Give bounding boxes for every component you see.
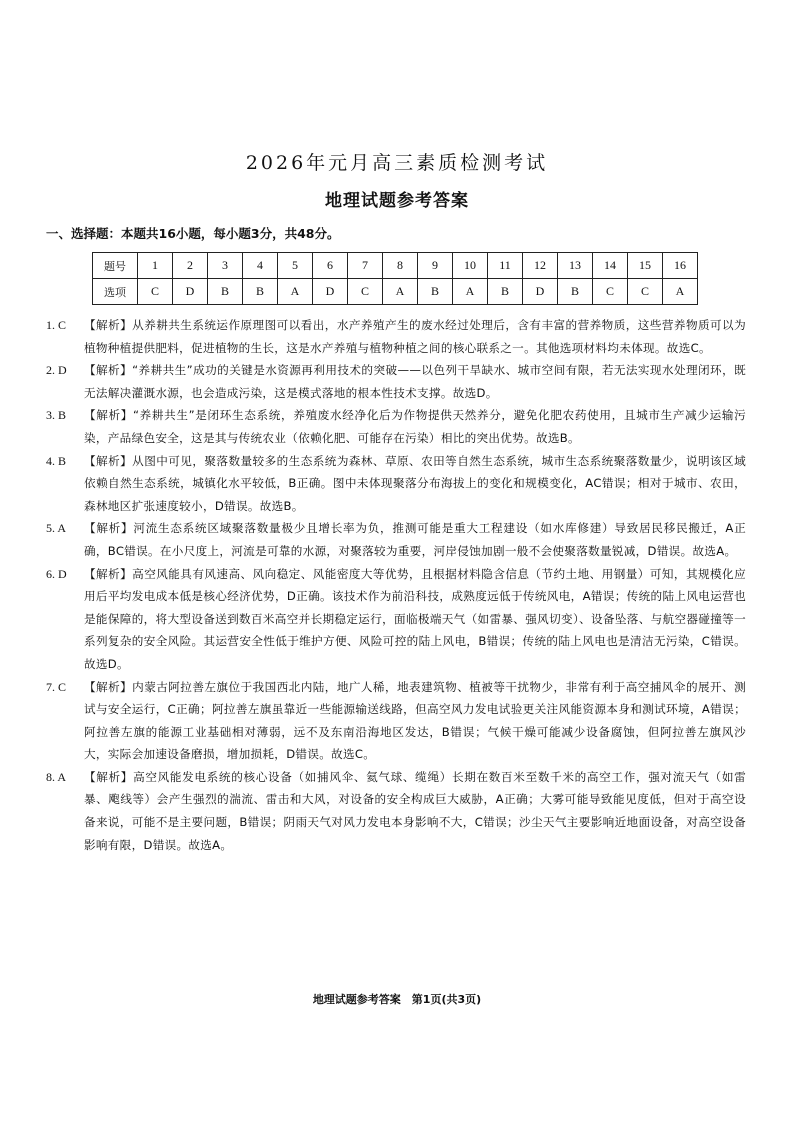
question-number: 12	[523, 253, 558, 279]
explanation-text: 【解析】河流生态系统区域聚落数量极少且增长率为负，推测可能是重大工程建设（如水库修建）导致居民移民搬迁，A正确，BC错误。在小尺度上，河流是可靠的水源，对聚落较为重要，河岸侵蚀加剧一般不会使聚落数量锐减，D错误。故选A。	[84, 521, 746, 558]
explanation-text: 【解析】从养耕共生系统运作原理图可以看出，水产养殖产生的废水经过处理后，含有丰富的营养物质，这些营养物质可以为植物种植提供肥料，促进植物的生长，这是水产养殖与植物种植之间的核心联系之一。其他选项材料均未体现。故选C。	[84, 318, 746, 355]
question-answer-label: 3. B	[46, 408, 67, 423]
question-number-row	[93, 253, 698, 279]
explanation-item	[46, 314, 746, 359]
question-answer-label: 8. A	[46, 769, 67, 784]
question-number: 1	[138, 253, 173, 279]
question-answer-label: 7. C	[46, 679, 67, 694]
explanation-text: 【解析】“养耕共生”是闭环生态系统，养殖废水经净化后为作物提供天然养分，避免化肥农药使用，且城市生产减少运输污染，产品绿色安全，这是其与传统农业（依赖化肥、可能存在污染）相比的突出优势。故选B。	[84, 408, 746, 445]
answer-choice: A	[453, 279, 488, 305]
question-number: 4	[243, 253, 278, 279]
explanation-text: 【解析】“养耕共生”成功的关键是水资源再利用技术的突破——以色列干旱缺水、城市空间有限，若无法实现水处理闭环，既无法解决灌溉水源，也会造成污染，这是模式落地的根本性技术支撑。故选D。	[84, 363, 746, 400]
question-answer-label: 1. C	[46, 318, 67, 332]
question-number: 2	[173, 253, 208, 279]
answer-choice: B	[418, 279, 453, 305]
question-number: 5	[278, 253, 313, 279]
answer-choice: B	[208, 279, 243, 305]
answer-choice: D	[173, 279, 208, 305]
answer-choice: A	[278, 279, 313, 305]
answer-choice: D	[523, 279, 558, 305]
row-label: 题号	[93, 253, 138, 279]
explanation-item	[46, 404, 746, 449]
explanation-item	[46, 766, 746, 856]
answer-choice: C	[348, 279, 383, 305]
explanation-item	[46, 359, 746, 404]
question-answer-label: 2. D	[46, 363, 67, 378]
page-footer: 地理试题参考答案 第1页(共3页)	[312, 993, 482, 1006]
explanation-text: 【解析】从图中可见，聚落数量较多的生态系统为森林、草原、农田等自然生态系统，城市生态系统聚落数量少，说明该区域依赖自然生态系统，城镇化水平较低，B正确。图中未体现聚落分布海拔上的变化和规模变化，AC错误；相对于城市、农田，森林地区扩张速度较小，D错误。故选B。	[84, 453, 746, 513]
explanation-item	[46, 450, 746, 518]
answer-choice: D	[313, 279, 348, 305]
answer-choice: B	[488, 279, 523, 305]
question-number: 16	[663, 253, 698, 279]
question-answer-label: 6. D	[46, 566, 67, 581]
document-subtitle: 地理试题参考答案	[325, 191, 469, 211]
explanation-item	[46, 563, 746, 676]
row-label: 选项	[93, 279, 138, 305]
answer-choice: B	[558, 279, 593, 305]
explanation-text: 【解析】内蒙古阿拉善左旗位于我国西北内陆，地广人稀，地表建筑物、植被等干扰物少，非常有利于高空捕风伞的展开、测试与安全运行，C正确；阿拉善左旗虽靠近一些能源输送线路，但高空风力发电试验更关注风能资源本身和测试环境，A错误；阿拉善左旗的能源工业基础相对薄弱，远不及东南沿海地区发达，B错误；气候干燥可能减少设备腐蚀，但阿拉善左旗风沙大，实际会加速设备磨损，增加损耗，D错误。故选C。	[84, 679, 746, 762]
answer-row	[93, 279, 698, 305]
answer-choice: C	[628, 279, 663, 305]
question-number: 3	[208, 253, 243, 279]
answer-table	[92, 252, 698, 305]
question-number: 9	[418, 253, 453, 279]
question-answer-label: 5. A	[46, 521, 67, 536]
answer-choice: C	[593, 279, 628, 305]
question-number: 6	[313, 253, 348, 279]
question-number: 10	[453, 253, 488, 279]
question-answer-label: 4. B	[46, 453, 67, 468]
explanation-list	[46, 314, 746, 856]
explanation-text: 【解析】高空风能发电系统的核心设备（如捕风伞、氦气球、缆绳）长期在数百米至数千米的高空工作，强对流天气（如雷暴、飑线等）会产生强烈的湍流、雷击和大风，对设备的安全构成巨大威胁，A正确；大雾可能导致能见度低，但对于高空设备来说，可能不是主要问题，B错误；阴雨天气对风力发电本身影响不大，C错误；沙尘天气主要影响近地面设备，对高空设备影响有限，D错误。故选A。	[84, 769, 746, 852]
exam-title: 2026年元月高三素质检测考试	[245, 152, 549, 174]
explanation-item	[46, 676, 746, 766]
question-number: 8	[383, 253, 418, 279]
question-number: 7	[348, 253, 383, 279]
section-heading: 一、选择题：本题共16小题，每小题3分，共48分。	[46, 226, 340, 241]
answer-choice: A	[663, 279, 698, 305]
answer-choice: C	[138, 279, 173, 305]
question-number: 15	[628, 253, 663, 279]
answer-choice: B	[243, 279, 278, 305]
explanation-text: 【解析】高空风能具有风速高、风向稳定、风能密度大等优势，且根据材料隐含信息（节约土地、用钢量）可知，其规模化应用后平均发电成本低是核心经济优势，D正确。该技术作为前沿科技，成熟度远低于传统风电，A错误；传统的陆上风电运营也是能保障的，将大型设备送到数百米高空并长期稳定运行，面临极端天气（如雷暴、强风切变）、设备坠落、与航空器碰撞等一系列复杂的安全风险。其运营安全性低于维护方便、风险可控的陆上风电，B错误；传统的陆上风电也是清洁无污染，C错误。故选D。	[84, 566, 746, 671]
question-number: 13	[558, 253, 593, 279]
explanation-item	[46, 517, 746, 562]
answer-choice: A	[383, 279, 418, 305]
question-number: 14	[593, 253, 628, 279]
question-number: 11	[488, 253, 523, 279]
